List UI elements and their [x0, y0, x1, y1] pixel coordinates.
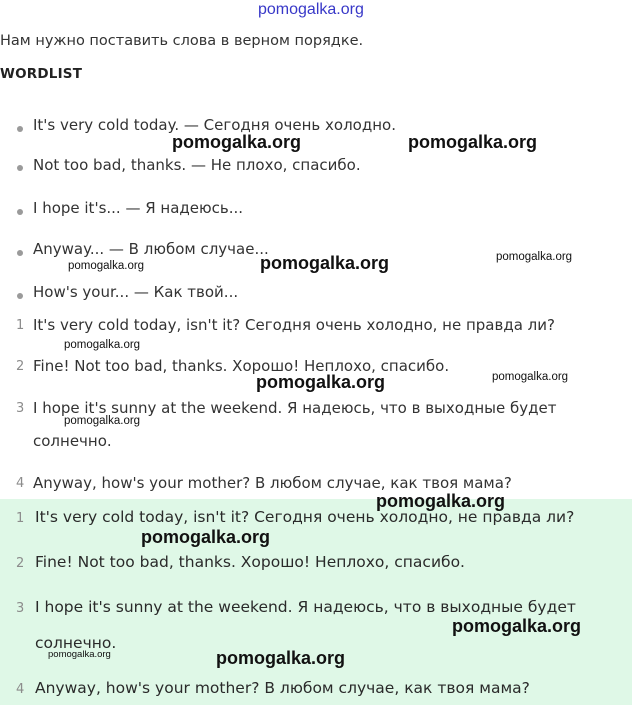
bullet-icon — [17, 126, 23, 132]
watermark: pomogalka.org — [452, 616, 582, 636]
watermark: pomogalka.org — [64, 415, 141, 427]
watermark: pomogalka.org — [256, 372, 386, 392]
bullet-icon — [17, 209, 23, 215]
answer-number: 3 — [16, 601, 25, 616]
watermark: pomogalka.org — [376, 491, 506, 511]
answer-line: I hope it's sunny at the weekend. Я надеюсь, что в выходные будет — [33, 399, 557, 417]
wordlist-item: How's your... — Как твой... — [33, 283, 239, 301]
watermark: pomogalka.org — [496, 251, 573, 263]
answer-line: Anyway, how's your mother? В любом случае, как твоя мама? — [35, 679, 530, 697]
wordlist-item: I hope it's... — Я надеюсь... — [33, 199, 244, 217]
answer-line: Fine! Not too bad, thanks. Хорошо! Неплохо, спасибо. — [33, 357, 450, 375]
answer-line: солнечно. — [35, 634, 117, 652]
answer-number: 2 — [16, 359, 25, 374]
answer-line: It's very cold today, isn't it? Сегодня очень холодно, не правда ли? — [33, 316, 555, 334]
answer-number: 4 — [16, 682, 25, 697]
header-watermark: pomogalka.org — [258, 1, 364, 18]
intro-text: Нам нужно поставить слова в верном порядке. — [0, 33, 364, 49]
bullet-icon — [17, 250, 23, 256]
wordlist-item: It's very cold today. — Сегодня очень холодно. — [33, 116, 396, 134]
answer-line: It's very cold today, isn't it? Сегодня очень холодно, не правда ли? — [35, 508, 575, 526]
answer-number: 1 — [16, 318, 25, 333]
wordlist-item: Anyway... — В любом случае... — [33, 240, 269, 258]
wordlist-heading: WORDLIST — [0, 66, 83, 82]
watermark: pomogalka.org — [216, 648, 346, 668]
answer-number: 2 — [16, 556, 25, 571]
watermark: pomogalka.org — [260, 253, 390, 273]
answer-line: I hope it's sunny at the weekend. Я надеюсь, что в выходные будет — [35, 598, 576, 616]
answer-number: 3 — [16, 401, 25, 416]
watermark: pomogalka.org — [492, 371, 569, 383]
answer-number: 1 — [16, 511, 25, 526]
watermark: pomogalka.org — [68, 260, 145, 272]
watermark: pomogalka.org — [172, 132, 302, 152]
answer-line: Anyway, how's your mother? В любом случае, как твоя мама? — [33, 474, 512, 492]
answer-line: солнечно. — [33, 432, 112, 450]
watermark: pomogalka.org — [64, 339, 141, 351]
answer-number: 4 — [16, 476, 25, 491]
watermark: pomogalka.org — [48, 649, 111, 660]
wordlist-item: Not too bad, thanks. — Не плохо, спасибо. — [33, 156, 361, 174]
bullet-icon — [17, 165, 23, 171]
bullet-icon — [17, 293, 23, 299]
answer-line: Fine! Not too bad, thanks. Хорошо! Неплохо, спасибо. — [35, 553, 465, 571]
watermark: pomogalka.org — [141, 527, 271, 547]
watermark: pomogalka.org — [408, 132, 538, 152]
